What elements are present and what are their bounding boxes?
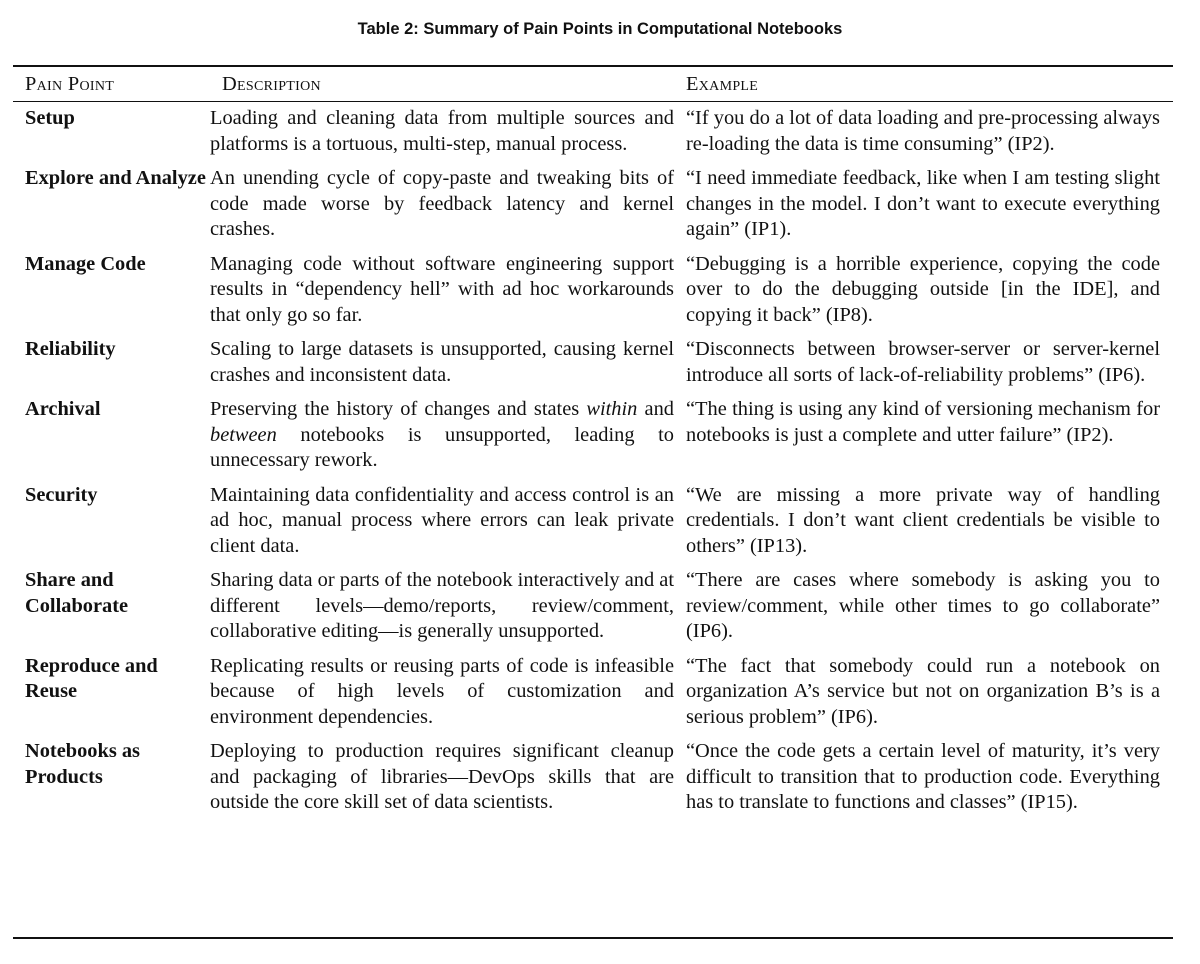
description-text: and	[637, 398, 674, 420]
pain-point-name: Reliability	[25, 338, 116, 360]
pain-point-description: Loading and cleaning data from multiple sources and platforms is a tortuous, multi-step, manual process.	[210, 107, 674, 155]
pain-point-example: “If you do a lot of data loading and pre-processing always re-loading the data is time consuming” (IP2).	[686, 107, 1160, 155]
pain-point-example: “There are cases where somebody is asking you to review/comment, while other times to go collaborate” (IP6).	[686, 569, 1160, 642]
pain-point-description: An unending cycle of copy-paste and tweaking bits of code made worse by feedback latency and kernel crashes.	[210, 167, 674, 240]
bottom-rule	[13, 937, 1173, 939]
table-row	[13, 388, 1173, 474]
pain-point-description: Maintaining data confidentiality and access control is an ad hoc, manual process where errors can leak private client data.	[210, 483, 674, 557]
pain-point-name: Notebooks as Products	[25, 740, 140, 788]
table-row	[13, 474, 1173, 560]
pain-point-name: Archival	[25, 398, 101, 420]
table-row	[13, 157, 1173, 243]
pain-point-description: Scaling to large datasets is unsupported, causing kernel crashes and inconsistent data.	[210, 338, 674, 386]
pain-point-name: Reproduce and Reuse	[25, 654, 158, 702]
header-description: Description	[222, 72, 321, 95]
pain-point-description: Sharing data or parts of the notebook interactively and at different levels—demo/reports, review/comment, collaborative editing—is generally unsupported.	[210, 569, 674, 642]
pain-point-example: “The fact that somebody could run a notebook on organization A’s service but not on organization B’s is a serious problem” (IP6).	[686, 654, 1160, 728]
pain-point-description: Deploying to production requires significant cleanup and packaging of libraries—DevOps skills that are outside the core skill set of data scientists.	[210, 740, 674, 813]
pain-point-name: Share and Collaborate	[25, 569, 129, 617]
description-text: notebooks is unsupported, leading to unnecessary rework.	[210, 423, 674, 471]
header-row	[13, 68, 1173, 101]
table-row	[13, 101, 1173, 157]
table-row	[13, 243, 1173, 329]
header-example: Example	[686, 72, 759, 95]
emphasis-within: within	[586, 398, 638, 420]
pain-point-example: “Once the code gets a certain level of maturity, it’s very difficult to transition that to production code. Everything has to translate to functions and classes” (IP15).	[686, 740, 1160, 813]
pain-point-example: “The thing is using any kind of versioning mechanism for notebooks is just a complete and utter failure” (IP2).	[686, 398, 1160, 446]
pain-point-description: Managing code without software engineering support results in “dependency hell” with ad hoc workarounds that only go so far.	[210, 252, 674, 326]
pain-point-name: Manage Code	[25, 252, 146, 275]
top-rule	[13, 65, 1173, 67]
table-caption: Table 2: Summary of Pain Points in Computational Notebooks	[357, 20, 843, 38]
pain-point-name: Security	[25, 483, 98, 506]
pain-point-description: Replicating results or reusing parts of code is infeasible because of high levels of customization and environment dependencies.	[210, 654, 674, 728]
pain-point-example: “I need immediate feedback, like when I am testing slight changes in the model. I don’t want to execute everything again” (IP1).	[686, 167, 1160, 240]
pain-point-example: “Debugging is a horrible experience, copying the code over to do the debugging outside [in the IDE], and copying it back” (IP8).	[686, 252, 1160, 326]
pain-point-example: “We are missing a more private way of handling credentials. I don’t want client credentials be visible to others” (IP13).	[686, 483, 1160, 557]
table-body	[13, 101, 1173, 816]
pain-point-description	[210, 397, 674, 474]
pain-points-table	[13, 68, 1173, 816]
pain-point-name: Explore and Analyze	[25, 167, 206, 189]
table-row	[13, 645, 1173, 731]
description-text: Preserving the history of changes and states	[210, 398, 587, 420]
emphasis-between: between	[210, 423, 277, 446]
table-row	[13, 730, 1173, 816]
pain-point-name: Setup	[25, 107, 75, 129]
table-row	[13, 559, 1173, 645]
header-pain-point: Pain Point	[25, 72, 115, 95]
table-row	[13, 328, 1173, 388]
pain-point-example: “Disconnects between browser-server or server-kernel introduce all sorts of lack-of-reliability problems” (IP6).	[686, 338, 1160, 386]
